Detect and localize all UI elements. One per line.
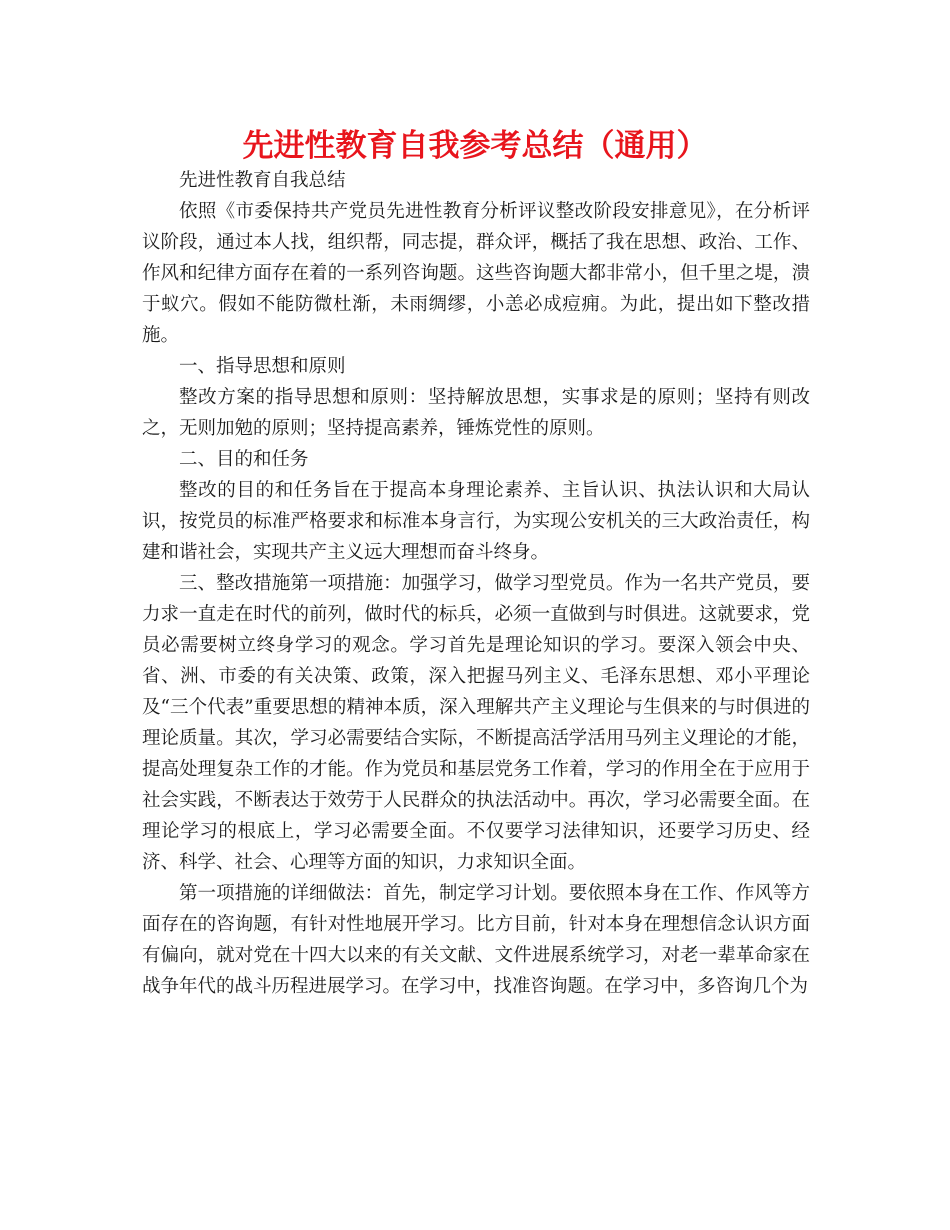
section-heading-guiding-principles: 一、指导思想和原则 <box>179 356 346 377</box>
goals-tasks-paragraph: 整改的目的和任务旨在于提高本身理论素养、主旨认识、执法认识和大局认识，按党员的标准严格要求和标准本身言行，为实现公安机关的三大政治责任，构建和谐社会，实现共产主义远大理想而奋斗终身。 <box>142 480 810 563</box>
measures-paragraph: 三、整改措施第一项措施：加强学习，做学习型党员。作为一名共产党员，要力求一直走在时代的前列，做时代的标兵，必须一直做到与时俱进。这就要求，党员必需要树立终身学习的观念。学习首先是理论知识的学习。要深入领会中央、省、洲、市委的有关决策、政策，深入把握马列主义、毛泽东思想、邓小平理论及“三个代表”重要思想的精神本质，深入理解共产主义理论与生俱来的与时俱进的理论质量。其次，学习必需要结合实际，不断提高活学活用马列主义理论的才能，提高处理复杂工作的才能。作为党员和基层党务工作着，学习的作用全在于应用于社会实践，不断表达于效劳于人民群众的执法活动中。再次，学习必需要全面。在理论学习的根底上，学习必需要全面。不仅要学习法律知识，还要学习历史、经济、科学、社会、心理等方面的知识，力求知识全面。 <box>142 573 810 873</box>
guiding-principles-paragraph: 整改方案的指导思想和原则：坚持解放思想，实事求是的原则；坚持有则改之，无则加勉的原则；坚持提高素养，锤炼党性的原则。 <box>142 387 810 439</box>
subtitle-paragraph: 先进性教育自我总结 <box>179 170 346 191</box>
document-title: 先进性教育自我参考总结（通用） <box>242 128 708 164</box>
section-heading-goals-tasks: 二、目的和任务 <box>179 449 309 470</box>
document-body <box>142 165 810 1002</box>
measure-details-paragraph: 第一项措施的详细做法：首先，制定学习计划。要依照本身在工作、作风等方面存在的咨询题，有针对性地展开学习。比方目前，针对本身在理想信念认识方面有偏向，就对党在十四大以来的有关文献、文件进展系统学习，对老一辈革命家在战争年代的战斗历程进展学习。在学习中，找准咨询题。在学习中，多咨询几个为 <box>142 883 810 997</box>
intro-paragraph: 依照《市委保持共产党员先进性教育分析评议整改阶段安排意见》，在分析评议阶段，通过本人找，组织帮，同志提，群众评，概括了我在思想、政治、工作、作风和纪律方面存在着的一系列咨询题。这些咨询题大都非常小，但千里之堤，溃于蚁穴。假如不能防微杜渐，未雨绸缪，小恙必成痘痈。为此，提出如下整改措施。 <box>142 201 810 346</box>
